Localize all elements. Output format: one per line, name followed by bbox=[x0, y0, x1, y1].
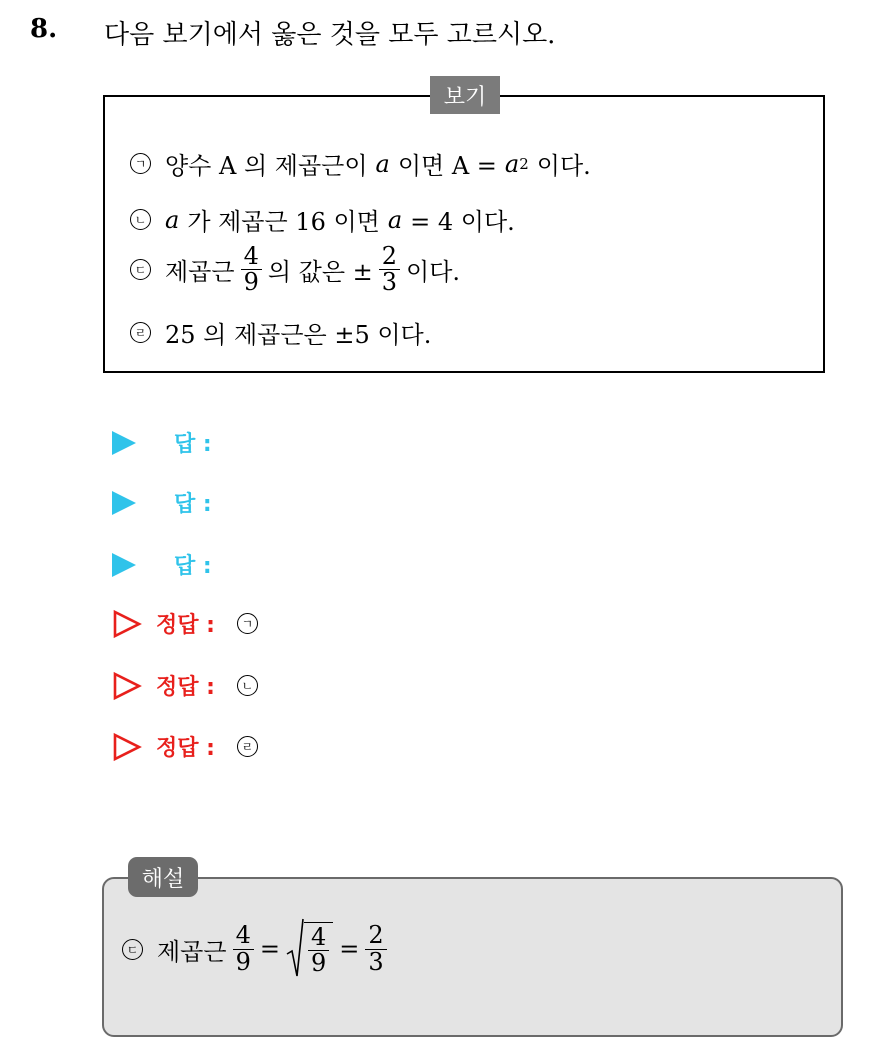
math-var: a bbox=[387, 205, 403, 234]
item-text: 이다. bbox=[536, 152, 591, 180]
fraction-numerator: 4 bbox=[241, 244, 262, 270]
fraction-numerator: 4 bbox=[308, 925, 329, 951]
correct-label: 정답 : bbox=[156, 675, 215, 700]
item-text: 양수 A 의 제곱근이 bbox=[165, 152, 368, 180]
correct-answer-line bbox=[112, 670, 258, 701]
square-root bbox=[286, 918, 333, 980]
item-text: 제곱근 bbox=[165, 258, 235, 287]
circled-marker-icon: ㄹ bbox=[237, 736, 258, 757]
bogi-item-2 bbox=[130, 202, 515, 237]
bogi-label: 보기 bbox=[430, 76, 500, 114]
math-var: a bbox=[375, 149, 390, 178]
answer-label: 답 : bbox=[174, 554, 212, 579]
math-exponent: 2 bbox=[519, 154, 529, 173]
fraction bbox=[233, 923, 254, 974]
item-text: = 4 이다. bbox=[410, 208, 515, 236]
question-number: 8. bbox=[30, 14, 58, 44]
circled-marker-icon: ㄱ bbox=[130, 153, 151, 174]
fraction-numerator: 2 bbox=[365, 923, 386, 949]
answer-label: 답 : bbox=[174, 492, 212, 517]
item-text: 가 제곱근 16 이면 bbox=[187, 208, 380, 236]
bogi-item-3 bbox=[130, 244, 460, 295]
item-text: 의 값은 ± bbox=[267, 258, 373, 287]
math-var: a bbox=[504, 149, 520, 178]
fraction-denominator: 9 bbox=[243, 268, 259, 297]
circled-marker-icon: ㄷ bbox=[130, 259, 151, 280]
fraction-numerator: 4 bbox=[233, 923, 254, 949]
answer-label: 답 : bbox=[174, 432, 212, 457]
circled-marker-icon: ㄴ bbox=[237, 675, 258, 696]
radical-sign-icon bbox=[286, 918, 304, 980]
correct-answer-line bbox=[112, 731, 258, 762]
answer-line bbox=[112, 549, 212, 580]
outline-triangle-icon bbox=[112, 671, 142, 701]
math-var: a bbox=[165, 205, 180, 234]
equals-sign: = bbox=[259, 935, 280, 963]
circled-marker-icon: ㄴ bbox=[130, 209, 151, 230]
fraction bbox=[308, 922, 329, 977]
circled-marker-icon: ㄹ bbox=[130, 322, 151, 343]
correct-label: 정답 : bbox=[156, 736, 215, 761]
play-triangle-icon bbox=[112, 491, 136, 515]
explanation-label: 해설 bbox=[128, 857, 198, 897]
equals-sign: = bbox=[339, 935, 360, 963]
circled-marker-icon: ㄷ bbox=[122, 939, 143, 960]
item-text: 이면 A = bbox=[397, 152, 497, 180]
correct-label: 정답 : bbox=[156, 613, 215, 638]
fraction bbox=[379, 244, 400, 295]
outline-triangle-icon bbox=[112, 732, 142, 762]
bogi-item-4 bbox=[130, 315, 431, 350]
fraction-numerator: 2 bbox=[379, 244, 400, 270]
fraction-denominator: 9 bbox=[235, 947, 251, 976]
correct-answer-line bbox=[112, 608, 258, 639]
answer-line bbox=[112, 427, 212, 458]
explanation-text bbox=[122, 918, 393, 980]
answer-line bbox=[112, 487, 212, 518]
bogi-item-1 bbox=[130, 146, 591, 181]
fraction-denominator: 9 bbox=[310, 949, 327, 977]
outline-triangle-icon bbox=[112, 609, 142, 639]
fraction-denominator: 3 bbox=[381, 268, 398, 297]
explanation-prefix: 제곱근 bbox=[157, 937, 227, 966]
question-text: 다음 보기에서 옳은 것을 모두 고르시오. bbox=[104, 20, 556, 50]
fraction bbox=[365, 923, 386, 974]
play-triangle-icon bbox=[112, 431, 136, 455]
fraction bbox=[241, 244, 262, 295]
play-triangle-icon bbox=[112, 553, 136, 577]
item-text: 이다. bbox=[406, 258, 461, 287]
item-text: 25 의 제곱근은 ±5 이다. bbox=[165, 321, 432, 349]
circled-marker-icon: ㄱ bbox=[237, 613, 258, 634]
fraction-denominator: 3 bbox=[368, 947, 384, 976]
